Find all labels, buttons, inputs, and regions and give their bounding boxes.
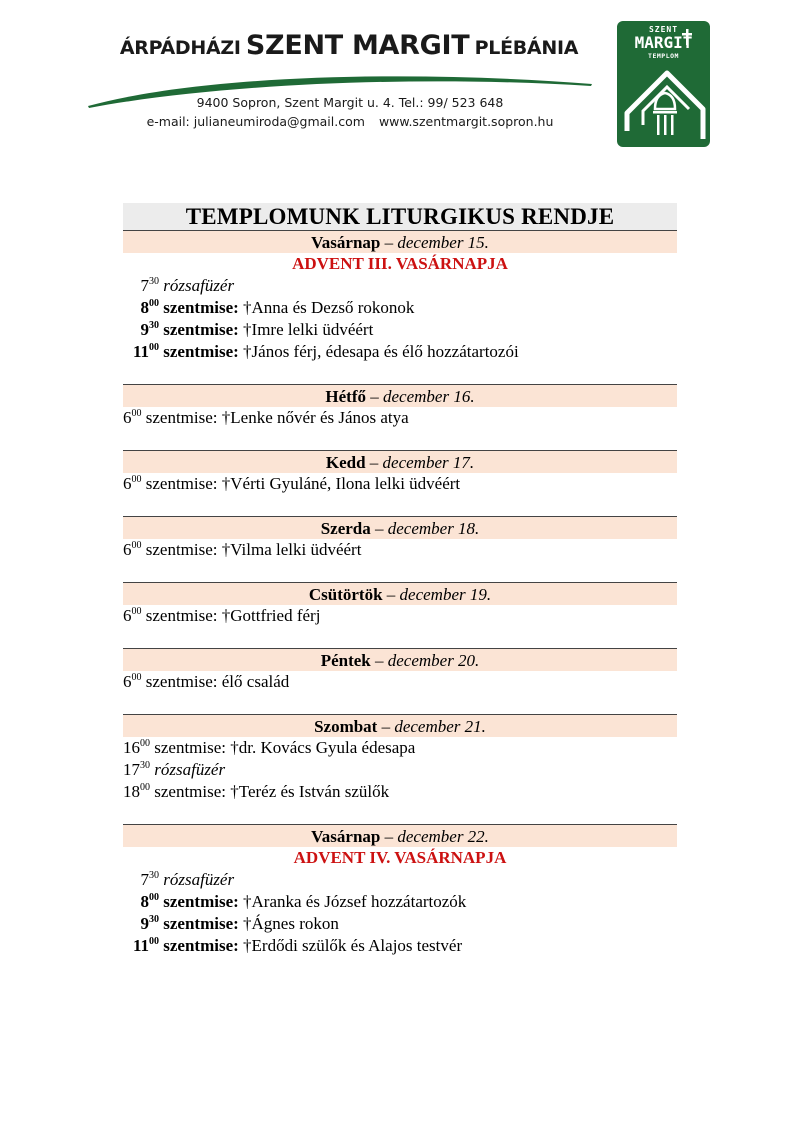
entry-minute: 00 [149,936,159,947]
day-header: Vasárnap – december 22. [123,824,677,847]
schedule-entry [123,319,677,341]
parish-email: e-mail: julianeumiroda@gmail.com [146,114,365,129]
entry-time [123,341,159,363]
entry-intention: †Lenke nővér és János atya [221,408,409,427]
entry-type: szentmise: [145,540,218,559]
day-header: Hétfő – december 16. [123,384,677,407]
schedule-entry [123,341,677,363]
entry-time [123,605,142,627]
entry-type: szentmise: [163,298,239,317]
entry-minute: 00 [149,298,159,309]
entry-hour: 11 [132,936,149,955]
entry-hour: 8 [140,892,149,911]
schedule-entry [123,913,677,935]
day-date: december 15. [397,233,489,252]
entry-hour: 9 [140,914,149,933]
day-date: december 17. [382,453,475,472]
day-header: Vasárnap – december 15. [123,231,677,253]
entry-time [123,297,159,319]
parish-name-main: SZENT MARGIT [245,30,470,61]
parish-name-prefix: ÁRPÁDHÁZI [119,37,241,59]
entry-hour: 11 [132,342,149,361]
schedule-entry [123,605,677,627]
day-block [123,648,677,693]
day-block [123,516,677,561]
logo-line-2: MARGIT [634,33,693,52]
day-date: december 16. [383,387,475,406]
entry-time [123,781,150,803]
day-name: Vasárnap [311,233,381,252]
day-date: december 22. [397,827,489,846]
entry-hour: 16 [123,738,140,757]
day-header: Péntek – december 20. [123,648,677,671]
entry-hour: 8 [140,298,149,317]
day-name: Kedd [325,453,366,472]
entry-minute: 30 [149,870,159,881]
day-name: Péntek [320,651,371,670]
day-name: Szerda [320,519,371,538]
day-header: Szombat – december 21. [123,714,677,737]
entry-time [123,913,159,935]
parish-name-suffix: PLÉBÁNIA [474,37,579,59]
entry-time [123,737,150,759]
entry-minute: 00 [149,342,159,353]
entry-minute: 30 [149,276,159,287]
entry-minute: 30 [149,320,159,331]
liturgy-schedule [123,203,677,978]
entry-type: rózsafüzér [154,760,226,779]
entry-minute: 00 [131,408,142,419]
entry-time [123,671,142,693]
entry-intention: †Erdődi szülők és Alajos testvér [243,936,463,955]
entry-type: szentmise: [163,914,239,933]
entry-hour: 9 [140,320,149,339]
day-date: december 18. [387,519,480,538]
schedule-entry [123,891,677,913]
entry-minute: 00 [131,540,142,551]
entry-hour: 7 [140,276,149,295]
entry-hour: 7 [140,870,149,889]
entry-intention: †Imre lelki üdvéért [243,320,374,339]
entry-minute: 00 [140,782,150,793]
entry-hour: 6 [123,540,132,559]
entry-type: szentmise: [145,408,218,427]
church-logo [617,21,710,147]
day-date: december 21. [394,717,486,736]
day-header: Kedd – december 17. [123,450,677,473]
entry-minute: 00 [131,672,142,683]
entry-time [123,473,142,495]
day-name: Vasárnap [311,827,381,846]
entry-hour: 18 [123,782,140,801]
entry-time [123,759,150,781]
letterhead [0,0,800,160]
day-name: Csütörtök [308,585,383,604]
schedule-title: TEMPLOMUNK LITURGIKUS RENDJE [123,203,677,231]
parish-address: 9400 Sopron, Szent Margit u. 4. Tel.: 99/ 523 648 [196,95,504,110]
entry-intention: †Vérti Gyuláné, Ilona lelki üdvéért [221,474,461,493]
entry-intention: †János férj, édesapa és élő hozzátartozói [243,342,519,361]
day-header: Szerda – december 18. [123,516,677,539]
entry-intention: †Aranka és József hozzátartozók [243,892,467,911]
day-block [123,714,677,803]
entry-intention: †Anna és Dezső rokonok [243,298,415,317]
entry-type: rózsafüzér [163,870,235,889]
entry-time [123,275,159,297]
entry-intention: †Vilma lelki üdvéért [221,540,362,559]
entry-minute: 00 [140,738,150,749]
entry-hour: 17 [123,760,140,779]
entry-type: szentmise: [145,672,218,691]
entry-type: szentmise: [163,892,239,911]
day-name: Szombat [314,717,378,736]
schedule-entry [123,671,677,693]
entry-time [123,891,159,913]
parish-website: www.szentmargit.sopron.hu [378,114,554,129]
entry-hour: 6 [123,474,132,493]
schedule-entry [123,473,677,495]
day-block [123,582,677,627]
day-block [123,384,677,429]
entry-time [123,935,159,957]
entry-intention: †dr. Kovács Gyula édesapa [230,738,416,757]
entry-minute: 30 [149,914,159,925]
schedule-entry [123,539,677,561]
entry-type: szentmise: [145,474,218,493]
entry-minute: 30 [140,760,150,771]
entry-intention: †Teréz és István szülők [230,782,390,801]
entry-type: szentmise: [163,320,239,339]
day-name: Hétfő [325,387,366,406]
parish-contact [120,114,580,129]
entry-time [123,869,159,891]
logo-line-1: SZENT [648,25,679,34]
entry-time [123,539,142,561]
entry-type: szentmise: [163,936,239,955]
entry-hour: 6 [123,606,132,625]
entry-time [123,319,159,341]
day-date: december 20. [387,651,480,670]
parish-name [104,30,594,61]
entry-type: szentmise: [154,782,227,801]
schedule-entry [123,737,677,759]
day-date: december 19. [399,585,492,604]
schedule-entry [123,275,677,297]
schedule-entry [123,759,677,781]
schedule-days [123,231,677,957]
entry-minute: 00 [149,892,159,903]
entry-intention: †Gottfried férj [221,606,321,625]
entry-hour: 6 [123,672,132,691]
entry-hour: 6 [123,408,132,427]
entry-intention: élő család [221,672,290,691]
schedule-entry [123,935,677,957]
entry-time [123,407,142,429]
entry-type: szentmise: [154,738,227,757]
logo-line-3: TEMPLOM [648,52,679,60]
entry-type: szentmise: [163,342,239,361]
schedule-entry [123,407,677,429]
schedule-entry [123,297,677,319]
day-block [123,450,677,495]
day-header: Csütörtök – december 19. [123,582,677,605]
schedule-entry [123,781,677,803]
schedule-entry [123,869,677,891]
day-block [123,824,677,957]
entry-type: szentmise: [145,606,218,625]
entry-intention: †Ágnes rokon [243,914,339,933]
feast-title: ADVENT IV. VASÁRNAPJA [293,848,507,867]
day-block [123,231,677,363]
entry-minute: 00 [131,474,142,485]
entry-minute: 00 [131,606,142,617]
feast-title: ADVENT III. VASÁRNAPJA [292,254,508,273]
entry-type: rózsafüzér [163,276,235,295]
